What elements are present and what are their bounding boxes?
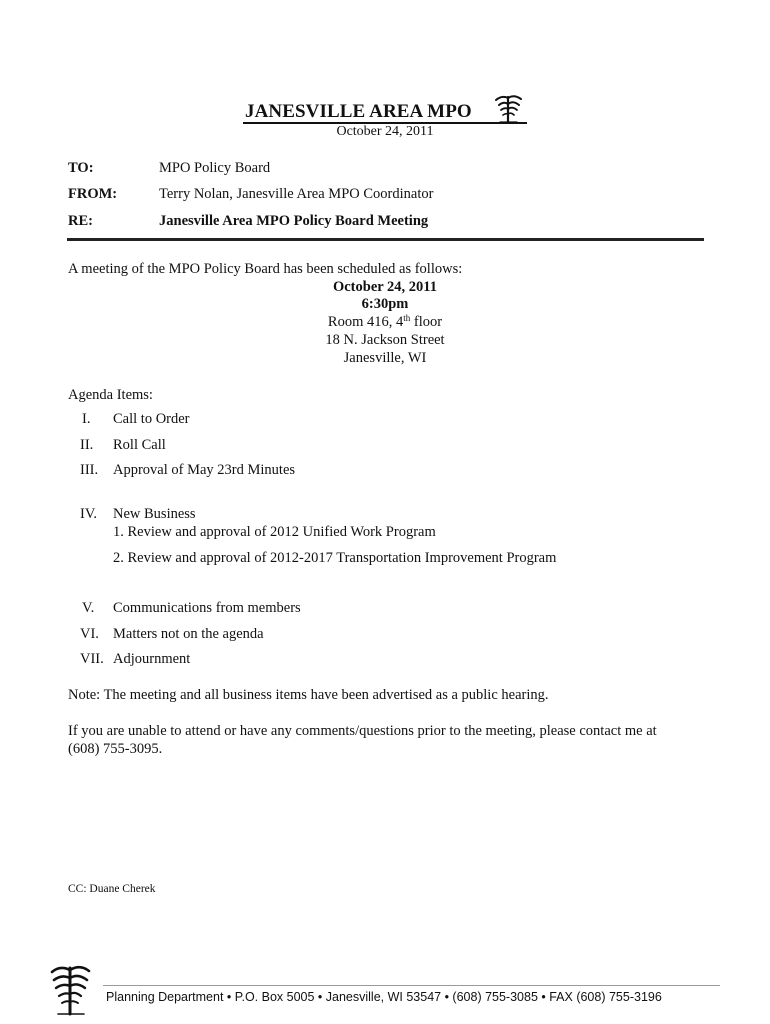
meeting-intro: A meeting of the MPO Policy Board has been scheduled as follows:	[68, 261, 463, 277]
meeting-time: 6:30pm	[361, 296, 409, 312]
tree-logo-icon	[490, 93, 526, 123]
footer-contact: Planning Department • P.O. Box 5005 • Janesville, WI 53547 • (608) 755-3085 • FAX (608) 755-3196	[106, 990, 662, 1004]
agenda-subitem: 1. Review and approval of 2012 Unified Work Program	[113, 524, 436, 540]
meeting-room	[0, 314, 770, 331]
footer-divider	[103, 985, 720, 986]
agenda-item: Adjournment	[113, 651, 191, 667]
from-label: FROM:	[68, 186, 118, 202]
agenda-numeral: I.	[82, 411, 91, 427]
meeting-date: October 24, 2011	[332, 279, 438, 295]
re-label: RE:	[68, 213, 93, 229]
contact-line-2: (608) 755-3095.	[68, 741, 163, 757]
re-value: Janesville Area MPO Policy Board Meeting	[159, 213, 429, 229]
memo-date: October 24, 2011	[336, 124, 434, 139]
agenda-numeral: III.	[80, 462, 99, 478]
agenda-numeral: IV.	[80, 506, 98, 522]
from-value: Terry Nolan, Janesville Area MPO Coordinator	[159, 186, 434, 202]
cc-line: CC: Duane Cherek	[68, 883, 156, 895]
agenda-item: Approval of May 23rd Minutes	[113, 462, 296, 478]
agenda-numeral: VI.	[80, 626, 99, 642]
meeting-street: 18 N. Jackson Street	[325, 332, 445, 348]
tree-logo-icon	[42, 962, 98, 1016]
agenda-item: Call to Order	[113, 411, 190, 427]
meeting-city: Janesville, WI	[343, 350, 427, 366]
meeting-room-suffix: floor	[410, 314, 443, 330]
agenda-item: Roll Call	[113, 437, 166, 453]
contact-line-1: If you are unable to attend or have any comments/questions prior to the meeting, please contact me at	[68, 723, 657, 739]
agenda-numeral: V.	[82, 600, 95, 616]
header-divider	[67, 238, 704, 241]
to-label: TO:	[68, 160, 94, 176]
agenda-item: New Business	[113, 506, 196, 522]
agenda-numeral: VII.	[80, 651, 104, 667]
meeting-room-sup: th	[403, 313, 411, 323]
page-title: JANESVILLE AREA MPO	[245, 101, 472, 122]
to-value: MPO Policy Board	[159, 160, 271, 176]
agenda-subitem: 2. Review and approval of 2012-2017 Transportation Improvement Program	[113, 550, 557, 566]
meeting-room-prefix: Room 416, 4	[327, 314, 404, 330]
agenda-numeral: II.	[80, 437, 94, 453]
agenda-item: Communications from members	[113, 600, 301, 616]
agenda-heading: Agenda Items:	[68, 387, 153, 403]
agenda-item: Matters not on the agenda	[113, 626, 264, 642]
hearing-note: Note: The meeting and all business items have been advertised as a public hearing.	[68, 687, 549, 703]
